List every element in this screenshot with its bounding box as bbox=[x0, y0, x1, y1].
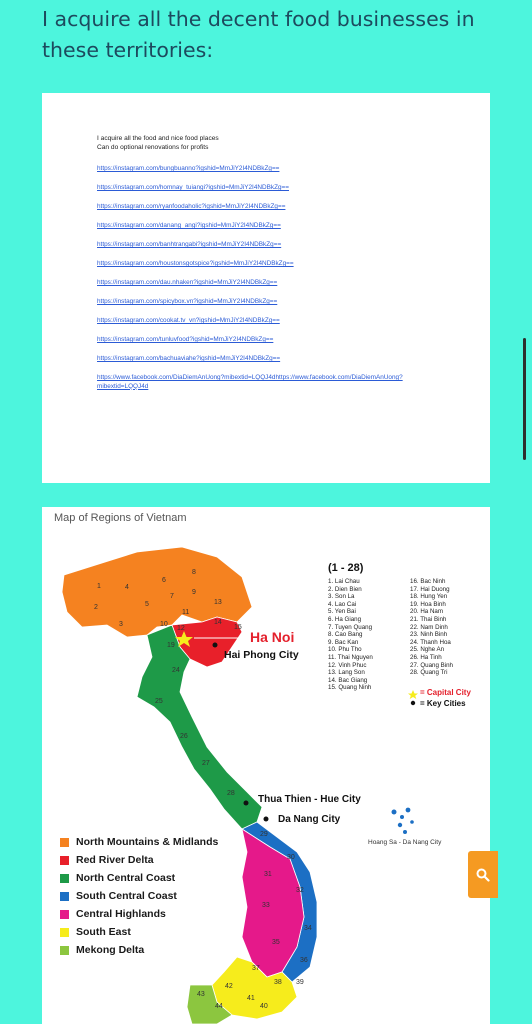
legend-swatch bbox=[60, 856, 69, 865]
legend-label: North Mountains & Midlands bbox=[76, 836, 219, 848]
province-entry: 2. Dien Bien bbox=[328, 585, 362, 593]
province-entry: 10. Phu Tho bbox=[328, 646, 362, 654]
legend-item bbox=[60, 941, 218, 959]
danang-dot bbox=[264, 817, 269, 822]
legend-swatch bbox=[60, 838, 69, 847]
map-title: Map of Regions of Vietnam bbox=[54, 512, 187, 524]
legend-item bbox=[60, 887, 218, 905]
province-entry: 21. Thai Binh bbox=[410, 615, 447, 623]
province-entry: 13. Lang Son bbox=[328, 669, 365, 677]
doc-line-1: I acquire all the food and nice food places bbox=[97, 135, 219, 142]
province-entry: 1. Lai Chau bbox=[328, 578, 360, 585]
doc-link[interactable]: https://instagram.com/ryanfoodaholic?igshid=MmJiY2I4NDBkZg== bbox=[97, 203, 286, 210]
legend-item bbox=[60, 833, 218, 851]
province-number: 19 bbox=[167, 642, 175, 649]
province-entry: 20. Ha Nam bbox=[410, 608, 444, 616]
province-entry: 12. Vinh Phuc bbox=[328, 661, 367, 669]
province-entry: 8. Cao Bang bbox=[328, 631, 363, 639]
doc-link[interactable]: https://instagram.com/cookat.tv_vn?igshid=MmJiY2I4NDBkZg== bbox=[97, 317, 280, 324]
legend-label: South East bbox=[76, 926, 131, 938]
province-entry: 28. Quang Tri bbox=[410, 669, 448, 677]
legend-swatch bbox=[60, 928, 69, 937]
province-number: 29 bbox=[260, 831, 268, 838]
province-number: 42 bbox=[225, 983, 233, 990]
legend-label: South Central Coast bbox=[76, 890, 177, 902]
province-entry: 4. Lao Cai bbox=[328, 600, 357, 608]
province-number: 26 bbox=[180, 733, 188, 740]
province-entry: 5. Yen Bai bbox=[328, 608, 356, 616]
province-number: 3 bbox=[119, 621, 123, 628]
province-entry: 11. Thai Nguyen bbox=[328, 653, 373, 661]
legend-label: Red River Delta bbox=[76, 854, 154, 866]
doc-line-2: Can do optional renovations for profits bbox=[97, 143, 209, 151]
legend-item bbox=[60, 923, 218, 941]
province-number: 4 bbox=[125, 584, 129, 591]
province-entry: 7. Tuyen Quang bbox=[328, 623, 373, 631]
province-entry: 16. Bac Ninh bbox=[410, 578, 446, 585]
province-number: 32 bbox=[296, 887, 304, 894]
hoangsa-label: Hoang Sa - Da Nang City bbox=[368, 839, 442, 846]
province-number: 41 bbox=[247, 995, 255, 1002]
scrollbar[interactable] bbox=[523, 338, 526, 460]
doc-link[interactable]: https://instagram.com/banhtrangabi?igshid=MmJiY2I4NDBkZg== bbox=[97, 241, 282, 248]
doc-facebook-link[interactable]: https://www.facebook.com/DiaDiemAnUong?mibextid=LQQJ4dhttps://www.facebook.com/DiaDiemAnUong?mibextid=LQQJ4d bbox=[97, 374, 403, 390]
province-number: 44 bbox=[215, 1003, 223, 1010]
province-number: 43 bbox=[197, 991, 205, 998]
doc-link-list bbox=[97, 165, 447, 391]
province-entry: 17. Hai Duong bbox=[410, 585, 450, 593]
haiphong-dot bbox=[213, 643, 218, 648]
province-number: 5 bbox=[145, 601, 149, 608]
province-number: 40 bbox=[260, 1003, 268, 1010]
province-entry: 27. Quang Binh bbox=[410, 661, 454, 669]
province-number: 33 bbox=[262, 902, 270, 909]
legend-label: North Central Coast bbox=[76, 872, 176, 884]
capital-key: = Capital City bbox=[420, 688, 471, 697]
doc-link[interactable]: https://instagram.com/bungbuanno?igshid=MmJiY2I4NDBkZg== bbox=[97, 165, 280, 172]
province-entry: 22. Nam Dinh bbox=[410, 623, 448, 631]
hue-label: Thua Thien - Hue City bbox=[258, 794, 361, 805]
province-number: 1 bbox=[97, 583, 101, 590]
province-entry: 23. Ninh Binh bbox=[410, 631, 448, 639]
legend-item bbox=[60, 851, 218, 869]
province-entry: 6. Ha Giang bbox=[328, 615, 362, 623]
province-number: 28 bbox=[227, 790, 235, 797]
doc-intro bbox=[97, 135, 447, 152]
province-number: 11 bbox=[182, 609, 190, 616]
doc-link[interactable]: https://instagram.com/tunluvfood?igshid=MmJiY2I4NDBkZg== bbox=[97, 336, 274, 343]
search-icon bbox=[476, 868, 490, 882]
legend-swatch bbox=[60, 910, 69, 919]
province-list-1 bbox=[328, 578, 373, 692]
province-number: 14 bbox=[214, 619, 222, 626]
province-number: 12 bbox=[177, 625, 185, 632]
doc-link[interactable]: https://instagram.com/spicybox.vn?igshid=MmJiY2I4NDBkZg== bbox=[97, 298, 278, 305]
hoang-sa-islands bbox=[392, 808, 414, 834]
province-number: 35 bbox=[272, 939, 280, 946]
province-number: 8 bbox=[192, 569, 196, 576]
province-number: 30 bbox=[287, 854, 295, 861]
province-entry: 14. Bac Giang bbox=[328, 676, 368, 684]
doc-link[interactable]: https://instagram.com/bachuaviahe?igshid=MmJiY2I4NDBkZg== bbox=[97, 355, 281, 362]
doc-link[interactable]: https://instagram.com/dau.nhaken?igshid=MmJiY2I4NDBkZg== bbox=[97, 279, 278, 286]
province-range-heading: (1 - 28) bbox=[328, 562, 364, 574]
province-entry: 18. Hung Yen bbox=[410, 593, 448, 601]
legend-item bbox=[60, 905, 218, 923]
doc-link[interactable]: https://instagram.com/danang_angi?igshid=MmJiY2I4NDBkZg== bbox=[97, 222, 281, 229]
province-number: 6 bbox=[162, 577, 166, 584]
province-number: 25 bbox=[155, 698, 163, 705]
legend-label: Central Highlands bbox=[76, 908, 166, 920]
province-entry: 15. Quang Ninh bbox=[328, 684, 372, 692]
doc-link[interactable]: https://instagram.com/homnay_tuiangi?igshid=MmJiY2I4NDBkZg== bbox=[97, 184, 289, 191]
province-number: 13 bbox=[214, 599, 222, 606]
legend-swatch bbox=[60, 874, 69, 883]
province-number: 15 bbox=[234, 624, 242, 631]
province-number: 39 bbox=[296, 979, 304, 986]
province-number: 9 bbox=[192, 589, 196, 596]
haiphong-label: Hai Phong City bbox=[224, 649, 299, 661]
province-number: 34 bbox=[304, 925, 312, 932]
province-entry: 25. Nghe An bbox=[410, 646, 445, 654]
province-number: 2 bbox=[94, 604, 98, 611]
hanoi-label: Ha Noi bbox=[250, 629, 295, 645]
legend-item bbox=[60, 869, 218, 887]
legend-swatch bbox=[60, 892, 69, 901]
province-number: 37 bbox=[252, 965, 260, 972]
legend-label: Mekong Delta bbox=[76, 944, 145, 956]
key-city-dot bbox=[411, 701, 415, 705]
capital-key-star bbox=[408, 690, 418, 699]
page-heading: I acquire all the decent food businesses in these territories: bbox=[42, 7, 475, 62]
province-entry: 26. Ha Tinh bbox=[410, 653, 442, 661]
key-cities-key: = Key Cities bbox=[420, 699, 466, 708]
province-list-2 bbox=[410, 578, 453, 677]
danang-label: Da Nang City bbox=[278, 814, 341, 825]
province-number: 24 bbox=[172, 667, 180, 674]
map-legend bbox=[60, 833, 218, 959]
document-image bbox=[42, 93, 490, 483]
province-number: 36 bbox=[300, 957, 308, 964]
vietnam-region-map bbox=[42, 507, 490, 1024]
search-button[interactable] bbox=[468, 851, 498, 898]
province-number: 38 bbox=[274, 979, 282, 986]
doc-link[interactable]: https://instagram.com/houstonsgotspice?igshid=MmJiY2I4NDBkZg== bbox=[97, 260, 294, 267]
province-entry: 19. Hoa Binh bbox=[410, 600, 446, 608]
province-number: 27 bbox=[202, 760, 210, 767]
province-entry: 24. Thanh Hoa bbox=[410, 638, 451, 646]
hue-dot bbox=[244, 801, 249, 806]
province-number: 31 bbox=[264, 871, 272, 878]
province-entry: 9. Bac Kan bbox=[328, 638, 359, 646]
province-entry: 3. Son La bbox=[328, 593, 355, 601]
province-number: 7 bbox=[170, 593, 174, 600]
legend-swatch bbox=[60, 946, 69, 955]
province-number: 10 bbox=[160, 621, 168, 628]
